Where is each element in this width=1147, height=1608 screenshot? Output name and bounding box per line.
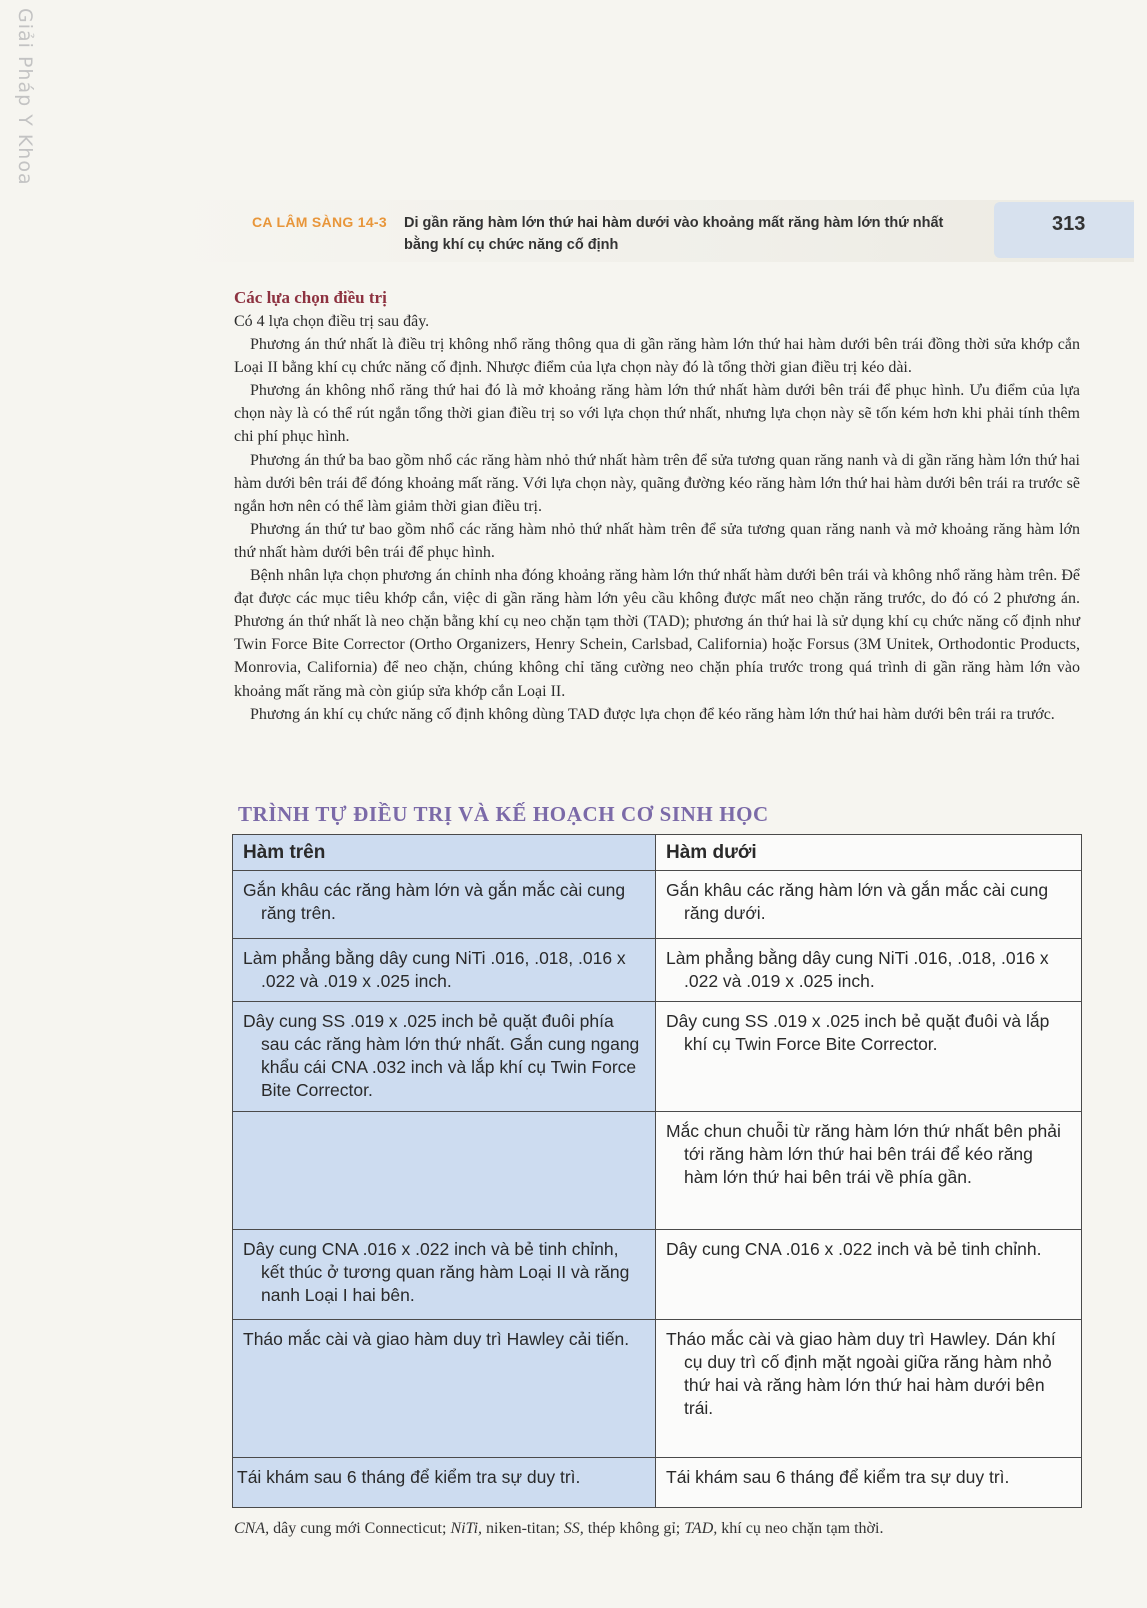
table-cell — [233, 1002, 656, 1112]
table-row — [233, 939, 1082, 1002]
column-header-upper: Hàm trên — [233, 835, 656, 871]
cell-text: Dây cung SS .019 x .025 inch bẻ quặt đuôi và lắp khí cụ Twin Force Bite Corrector. — [666, 1011, 1050, 1054]
cell-text: Dây cung SS .019 x .025 inch bẻ quặt đuôi phía sau các răng hàm lớn thứ nhất. Gắn cung ngang khẩu cái CNA .032 inch và lắp khí cụ Twin Force Bite Corrector. — [243, 1011, 640, 1100]
case-label: CA LÂM SÀNG 14-3 — [252, 214, 387, 230]
table-row — [233, 871, 1082, 939]
cell-text: Tái khám sau 6 tháng để kiểm tra sự duy trì. — [666, 1467, 1010, 1487]
table-cell — [656, 1320, 1082, 1458]
watermark: Giải Pháp Y Khoa — [14, 8, 36, 186]
table-header-row — [233, 835, 1082, 871]
table-cell — [656, 939, 1082, 1002]
footnote-abbr: CNA, — [234, 1520, 270, 1537]
footnote-text: thép không gỉ; — [583, 1520, 685, 1537]
case-title: Di gần răng hàm lớn thứ hai hàm dưới vào khoảng mất răng hàm lớn thứ nhất bằng khí cụ chức năng cố định — [404, 215, 944, 253]
cell-text: Dây cung CNA .016 x .022 inch và bẻ tinh chỉnh, kết thúc ở tương quan răng hàm Loại II và răng nanh Loại I hai bên. — [243, 1239, 630, 1305]
paragraph: Phương án thứ nhất là điều trị không nhổ răng thông qua di gần răng hàm lớn thứ hai hàm dưới bên trái đồng thời sửa khớp cắn Loại II bằng khí cụ chức năng cố định. Nhược điểm của lựa chọn này đó là tổng thời gian điều trị kéo dài. — [234, 336, 1080, 377]
table-cell — [233, 871, 656, 939]
paragraph: Phương án không nhổ răng thứ hai đó là mở khoảng răng hàm lớn thứ nhất hàm dưới bên trái để phục hình. Ưu điểm của lựa chọn này là có thể rút ngắn tổng thời gian điều trị so với lựa chọn thứ nhất, nhưng lựa chọn này sẽ tốn kém hơn khi phải tính thêm chi phí phục hình. — [234, 382, 1080, 446]
footnote-abbr: NiTi, — [450, 1520, 483, 1537]
table-cell — [656, 1002, 1082, 1112]
page-number: 313 — [1052, 213, 1086, 235]
table-row — [233, 1112, 1082, 1230]
table-row — [233, 1458, 1082, 1508]
footnote-text: khí cụ neo chặn tạm thời. — [717, 1520, 884, 1537]
paragraph: Có 4 lựa chọn điều trị sau đây. — [234, 313, 430, 330]
table-cell — [656, 1458, 1082, 1508]
table-cell — [233, 1458, 656, 1508]
table-footnote — [234, 1520, 1084, 1538]
cell-text: Tháo mắc cài và giao hàm duy trì Hawley. Dán khí cụ duy trì cố định mặt ngoài giữa răng hàm nhỏ thứ hai và răng hàm lớn thứ hai hàm dưới bên trái. — [666, 1329, 1056, 1418]
body-text — [234, 310, 1080, 726]
cell-text: Tháo mắc cài và giao hàm duy trì Hawley cải tiến. — [243, 1329, 630, 1349]
table-cell — [656, 1112, 1082, 1230]
section-heading: Các lựa chọn điều trị — [234, 288, 387, 307]
cell-text: Mắc chun chuỗi từ răng hàm lớn thứ nhất bên phải tới răng hàm lớn thứ hai bên trái để kéo răng hàm lớn thứ hai bên trái về phía gần. — [666, 1121, 1061, 1187]
cell-text: Gắn khâu các răng hàm lớn và gắn mắc cài cung răng trên. — [243, 880, 626, 923]
table-cell — [233, 1112, 656, 1230]
table-row — [233, 1002, 1082, 1112]
table-cell — [233, 1230, 656, 1320]
paragraph: Phương án khí cụ chức năng cố định không dùng TAD được lựa chọn để kéo răng hàm lớn thứ hai hàm dưới bên trái ra trước. — [250, 705, 1055, 723]
footnote-text: dây cung mới Connecticut; — [269, 1520, 451, 1537]
cell-text: Tái khám sau 6 tháng để kiểm tra sự duy trì. — [237, 1467, 581, 1487]
table-cell — [656, 871, 1082, 939]
cell-text: Làm phẳng bằng dây cung NiTi .016, .018, .016 x .022 và .019 x .025 inch. — [243, 948, 626, 991]
table-cell — [233, 1320, 656, 1458]
footnote-abbr: TAD, — [684, 1520, 718, 1537]
treatment-plan-table — [232, 834, 1082, 1508]
cell-text: Dây cung CNA .016 x .022 inch và bẻ tinh chỉnh. — [666, 1239, 1042, 1259]
table-row — [233, 1320, 1082, 1458]
column-header-lower: Hàm dưới — [656, 835, 1082, 871]
footnote-text: niken-titan; — [482, 1520, 564, 1537]
paragraph: Phương án thứ ba bao gồm nhổ các răng hàm nhỏ thứ nhất hàm trên để sửa tương quan răng nanh và di gần răng hàm lớn thứ hai hàm dưới bên trái để đóng khoảng mất răng. Với lựa chọn này, quãng đường kéo răng hàm lớn thứ hai hàm dưới bên trái ra trước sẽ ngắn hơn nên có thể làm giảm thời gian điều trị. — [234, 451, 1080, 515]
paragraph: Phương án thứ tư bao gồm nhổ các răng hàm nhỏ thứ nhất hàm trên để sửa tương quan răng nanh và mở khoảng răng hàm lớn thứ nhất hàm dưới bên trái để phục hình. — [234, 520, 1080, 561]
paragraph: Bệnh nhân lựa chọn phương án chỉnh nha đóng khoảng răng hàm lớn thứ nhất hàm dưới bên trái và không nhổ răng hàm trên. Để đạt được các mục tiêu khớp cắn, việc di gần răng hàm lớn yêu cầu không được mất neo chặn răng trước, do đó có 2 phương án. Phương án thứ nhất là neo chặn bằng khí cụ neo chặn tạm thời (TAD); phương án thứ hai là sử dụng khí cụ chức năng cố định như Twin Force Bite Corrector (Ortho Organizers, Henry Schein, Carlsbad, California) hoặc Forsus (3M Unitek, Orthodontic Products, Monrovia, California) để neo chặn, chúng không chỉ tăng cường neo chặn phía trước trong quá trình di gần răng hàm lớn vào khoảng mất răng mà còn giúp sửa khớp cắn Loại II. — [234, 567, 1080, 700]
footnote-abbr: SS, — [563, 1520, 584, 1537]
cell-text: Gắn khâu các răng hàm lớn và gắn mắc cài cung răng dưới. — [666, 880, 1049, 923]
table-heading: TRÌNH TỰ ĐIỀU TRỊ VÀ KẾ HOẠCH CƠ SINH HỌC — [238, 802, 769, 826]
table-cell — [656, 1230, 1082, 1320]
table-cell — [233, 939, 656, 1002]
cell-text: Làm phẳng bằng dây cung NiTi .016, .018, .016 x .022 và .019 x .025 inch. — [666, 948, 1049, 991]
table-row — [233, 1230, 1082, 1320]
